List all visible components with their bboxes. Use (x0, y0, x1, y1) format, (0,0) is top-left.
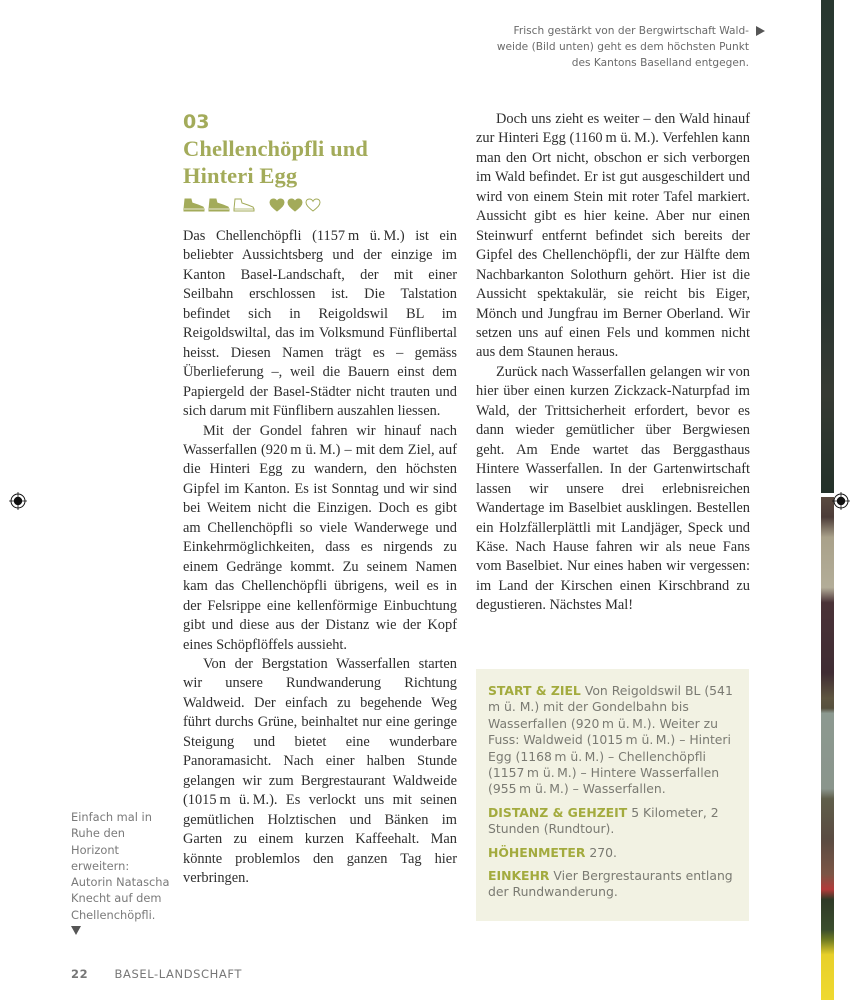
facing-page-photo-edge (821, 497, 834, 1000)
info-elevation (488, 845, 737, 861)
triangle-right-icon (756, 26, 765, 36)
info-restaurants (488, 868, 737, 901)
article-paragraph: Zurück nach Wasserfallen gelangen wir von hier über einen kurzen Zickzack-Naturpfad im Wald, der Trittsicherheit erfordert, bevor es dann wieder gemütlicher über Bergwiesen geht. Am Ende wartet das Berggasthaus Hintere Wasserfallen. In der Gartenwirtschaft lassen wir unsere drei erlebnisreichen Wandertage im Baselbiet ausklingen. Bestellen ein Holzfällerplättli mit Landjäger, Speck und Käse. Nach Hause fahren wir als neue Fans vom Baselbiet. Nur eines haben wir vergessen: im Land der Kirschen einen Kirschbrand zu degustieren. Nächstes Mal! (476, 363, 750, 614)
article-paragraph: Das Chellenchöpfli (1157 m ü. M.) ist ein beliebter Aussichtsberg und der einzige im Kanton Basel-Landschaft, der mit einer Seilbahn erschlossen ist. Die Talstation befindet sich in Reigoldswil BL im Reigoldswiltal, das im Volksmund Fünflibertal heisst. Diesen Namen trägt es – gemäss Überlieferung –, weil die Bauern einst dem Papiergeld der Basel-Städter nicht trauten und sich darum mit Fünflibern auszahlen liessen. (183, 228, 457, 420)
info-label: DISTANZ & GEHZEIT (488, 804, 628, 820)
info-text: 5 Kilometer, 2 Stunden (Rundtour). (488, 804, 719, 837)
article-paragraph: Doch uns zieht es weiter – den Wald hinauf zur Hinteri Egg (1160 m ü. M.). Verfehlen kann man den Ort nicht, obschon er sich verborgen im Wald befindet. Er ist gut ausgeschildert und wird von einem Stein mit roter Tafel markiert. Aussicht gibt es hier keine. Aber nur einen Steinwurf entfernt befindet sich bereits der Gipfel des Chellenchöpfli, der zur Hälfte dem Nachbarkanton Solothurn gehört. Hier ist die Aussicht spektakulär, sie reicht bis Eiger, Mönch und Jungfrau im Berner Oberland. Wir setzen uns auf einen Fels und kommen nicht aus dem Staunen heraus. (476, 111, 750, 361)
difficulty-rating (183, 198, 255, 212)
info-distance-time (488, 805, 737, 838)
hike-rating (183, 196, 321, 214)
info-label: EINKEHR (488, 868, 550, 884)
triangle-down-icon (71, 926, 81, 935)
hiking-boot-filled-icon (208, 198, 230, 212)
section-title-line: Chellenchöpfli und (183, 136, 368, 161)
facing-page-photo-edge (821, 0, 834, 493)
heart-outline-icon (305, 198, 321, 212)
article-column-left (183, 227, 457, 888)
info-start-goal (488, 683, 737, 798)
top-caption-line: weide (Bild unten) geht es dem höchsten Punkt (496, 41, 749, 53)
side-caption-text: Einfach mal in Ruhe den Horizont erweitern: Autorin Natascha Knecht auf dem Chellenchöpfli. (71, 810, 170, 922)
info-label: START & ZIEL (488, 683, 581, 698)
section-heading (183, 110, 463, 189)
side-photo-caption (71, 809, 171, 935)
registration-mark-icon (9, 492, 27, 510)
section-name: BASEL-LANDSCHAFT (114, 967, 243, 981)
top-caption-line: Frisch gestärkt von der Bergwirtschaft Wald- (513, 25, 749, 37)
hike-info-box (476, 669, 749, 921)
heart-filled-icon (269, 198, 285, 212)
article-column-right (476, 110, 750, 616)
section-number: 03 (183, 111, 210, 133)
top-photo-caption (459, 23, 749, 71)
article-paragraph: Von der Bergstation Wasserfallen starten wir unsere Rundwanderung Richtung Waldweid. Der einfach zu begehende Weg führt durchs Grüne, beinhaltet nur eine geringe Steigung und bietet eine wunderbare Panoramasicht. Nach einer halben Stunde gelangen wir zum Bergrestaurant Waldweide (1015 m ü. M.). Es verlockt uns mit seinen gemütlichen Holztischen und Bänken im Garten zu einem kurzen Kaffeehalt. Man könnte problemlos den ganzen Tag hier verbringen. (183, 655, 457, 886)
article-paragraph: Mit der Gondel fahren wir hinauf nach Wasserfallen (920 m ü. M.) – mit dem Ziel, auf die Hinteri Egg zu wandern, den höchsten Gipfel im Kanton. Es ist Sonntag und wir sind bei Weitem nicht die Einzigen. Doch es gibt am Chellenchöpfli so viele Wanderwege und Einkehrmöglichkeiten, dass es nirgends zu einem Gedränge kommt. Zu seinem Namen kam das Chellenchöpfli übrigens, weil es in der Felsrippe eine kellenförmige Einbuchtung gibt und diese aus der Distanz wie der Kopf eines Schöpflöffels aussieht. (183, 422, 457, 653)
section-title (183, 135, 463, 189)
top-caption-line: des Kantons Baselland entgegen. (571, 57, 749, 69)
section-title-line: Hinteri Egg (183, 163, 298, 188)
hiking-boot-filled-icon (183, 198, 205, 212)
info-text: Von Reigoldswil BL (541 m ü. M.) mit der Gondelbahn bis Wasserfallen (920 m ü. M.). Weiter zu Fuss: Waldweid (1015 m ü. M.) – Hinteri Egg (1168 m ü. M.) – Chellenchöpfli (1157 m ü. M.) – Hintere Wasserfallen (955 m ü. M.) – Wasserfallen. (488, 683, 736, 797)
info-label: HÖHENMETER (488, 844, 586, 860)
heart-filled-icon (287, 198, 303, 212)
info-text: Vier Bergrestaurants entlang der Rundwanderung. (488, 868, 733, 900)
registration-mark-icon (832, 492, 850, 510)
hiking-boot-outline-icon (233, 198, 255, 212)
page-number: 22 (71, 967, 89, 981)
appeal-rating (269, 198, 321, 212)
info-text: 270. (589, 844, 617, 860)
page-footer (71, 967, 242, 981)
